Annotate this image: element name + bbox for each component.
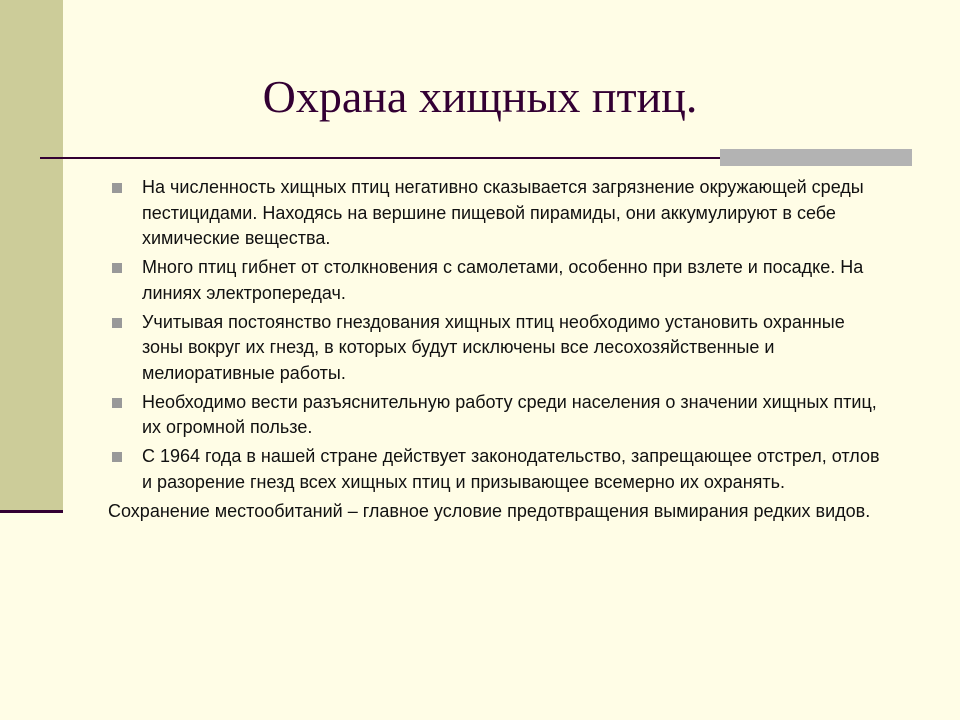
bullet-text: Учитывая постоянство гнездования хищных птиц необходимо установить охранные зоны вокруг их гнезд, в которых будут исключены все лесохозяйственные и мелиоративные работы. [142,311,845,383]
bullet-text: На численность хищных птиц негативно сказывается загрязнение окружающей среды пестицидами. Находясь на вершине пищевой пирамиды, они аккумулируют в себе химические вещества. [142,177,864,248]
bullet-text: Много птиц гибнет от столкновения с самолетами, особенно при взлете и посадке. На линиях электропередач. [142,257,864,303]
bullet-item [108,390,888,441]
square-bullet-icon [112,263,122,273]
bullet-item [108,175,888,252]
square-bullet-icon [112,318,122,328]
square-bullet-icon [112,183,122,193]
title-accent-bar [720,149,912,166]
slide-body [108,175,888,524]
bullet-item [108,444,888,495]
bullet-item [108,310,888,387]
bullet-item [108,255,888,306]
bullet-text: Необходимо вести разъяснительную работу среди населения о значении хищных птиц, их огромной пользе. [142,391,877,437]
bullet-text: С 1964 года в нашей стране действует законодательство, запрещающее отстрел, отлов и разорение гнезд всех хищных птиц и призывающее всемерно их охранять. [142,446,880,492]
slide-title: Охрана хищных птиц. [262,71,698,122]
bullet-list [108,175,888,495]
square-bullet-icon [112,398,122,408]
square-bullet-icon [112,452,122,462]
conclusion-text: Сохранение местообитаний – главное условие предотвращения вымирания редких видов. [108,500,871,521]
side-band-edge-line [0,510,63,513]
